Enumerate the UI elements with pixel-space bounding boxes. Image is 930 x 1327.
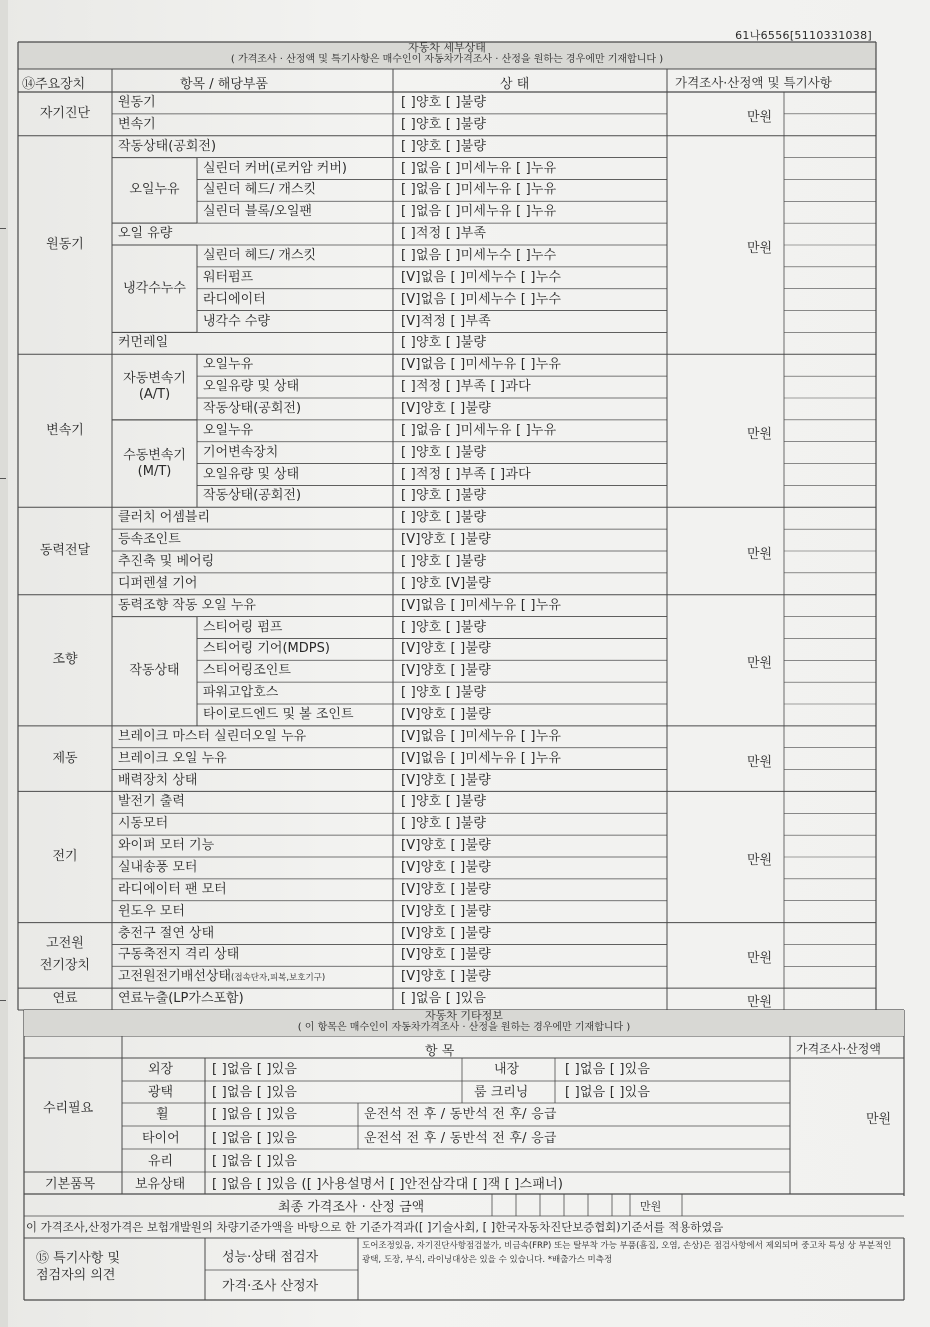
item-part: 라디에이터 팬 모터	[118, 881, 227, 897]
item-status: [V]양호 [ ]불량	[401, 925, 491, 941]
item-status: [ ]없음 [ ]미세누수 [ ]누수	[401, 247, 557, 263]
price-unit-won: 만원	[747, 109, 773, 125]
item-status: [V]양호 [ ]불량	[401, 903, 491, 919]
price-unit-won: 만원	[747, 853, 773, 868]
exterior-status: [ ]없음 [ ]있음	[212, 1062, 298, 1077]
item-status: [ ]양호 [ ]불량	[401, 488, 487, 504]
price-unit-won: 만원	[747, 754, 773, 770]
item-status: [ ]양호 [ ]불량	[401, 553, 487, 569]
wheel-status: [ ]없음 [ ]있음	[212, 1107, 298, 1122]
item-part: 실린더 블록/오일팬	[203, 204, 312, 220]
item-part: 발전기 출력	[118, 794, 185, 810]
group-label: 제동	[52, 750, 78, 766]
group-label: 동력전달	[39, 543, 91, 558]
etc-won: 만원	[866, 1112, 892, 1127]
item-part: 고전원전기배선상태(접속단자,피복,보호기구)	[118, 969, 326, 985]
gloss-label: 광택	[148, 1085, 174, 1100]
item-status: [V]양호 [ ]불량	[401, 663, 491, 679]
price-unit-won: 만원	[747, 547, 773, 562]
item-part: 추진축 및 베어링	[118, 553, 215, 569]
item-part-note: (접속단자,피복,보호기구)	[231, 973, 326, 984]
item-status: [ ]없음 [ ]미세누유 [ ]누유	[401, 182, 557, 198]
possess-label: 보유상태	[135, 1177, 186, 1192]
tire-position: 운전석 전 후 / 동반석 전 후/ 응급	[364, 1131, 557, 1146]
subgroup-label: 냉각수누수	[123, 280, 186, 296]
basic-items-status: [ ]없음 [ ]있음 ([ ]사용설명서 [ ]안전삼각대 [ ]잭 [ ]스패너)	[212, 1177, 564, 1192]
item-part: 파워고압호스	[203, 685, 279, 701]
price-unit-won: 만원	[747, 656, 773, 672]
item-status: [ ]적정 [ ]부족 [ ]과다	[401, 466, 531, 482]
col-major: ⑭주요장치	[22, 77, 86, 92]
item-part: 와이퍼 모터 기능	[118, 838, 215, 854]
item-status: [ ]양호 [ ]불량	[401, 619, 487, 635]
opinion-label: ⑮ 특기사항 및 점검자의 의견	[36, 1251, 121, 1283]
standard-statement: 이 가격조사,산정가격은 보험개발원의 차량기준가액을 바탕으로 한 기준가격과([ ]기술사회, [ ]한국자동차진단보증협회)기준서를 적용하였음	[26, 1220, 724, 1234]
group-label: 고전원 전기장치	[39, 936, 91, 974]
item-part: 충전구 절연 상태	[118, 925, 215, 941]
item-part: 브레이크 마스터 실린더오일 누유	[118, 728, 307, 744]
item-part: 냉각수 수량	[203, 313, 270, 329]
price-unit-won: 만원	[747, 241, 773, 256]
col-item: 항목 / 해당부품	[180, 77, 268, 92]
item-status: [V]없음 [ ]미세누유 [ ]누유	[401, 728, 562, 744]
item-part: 스티어링 펌프	[203, 619, 283, 635]
item-part: 스티어링 기어(MDPS)	[203, 641, 330, 657]
wheel-position: 운전석 전 후 / 동반석 전 후/ 응급	[364, 1107, 557, 1122]
item-part: 원동기	[118, 94, 156, 110]
price-unit-won: 만원	[747, 995, 773, 1011]
item-part: 작동상태(공회전)	[203, 488, 302, 504]
subgroup-label: 자동변속기 (A/T)	[123, 371, 186, 403]
item-part: 커먼레일	[118, 335, 169, 351]
subgroup-label: 작동상태	[129, 663, 180, 679]
item-part: 윈도우 모터	[118, 903, 185, 919]
etc-col-price: 가격조사·산정액	[796, 1042, 881, 1056]
item-status: [V]없음 [ ]미세누유 [ ]누유	[401, 357, 562, 373]
glass-label: 유리	[148, 1154, 174, 1169]
room-cleaning-label: 룸 크리닝	[474, 1085, 529, 1100]
group-label: 변속기	[46, 422, 84, 438]
group-label: 원동기	[46, 237, 84, 252]
basic-label: 기본품목	[45, 1177, 96, 1192]
item-status: [V]양호 [ ]불량	[401, 400, 491, 416]
item-part: 변속기	[118, 116, 156, 132]
item-status: [V]양호 [ ]불량	[401, 532, 491, 548]
exterior-label: 외장	[148, 1062, 174, 1077]
opinion-text: 도어조정있음, 자기진단사항점검불가, 비금속(FRP) 또는 탈부착 가능 부품(흠집, 오염, 손상)은 점검사항에서 제외되며 중고차 특성 상 부분적인 광택, 도장, 부식, 라이닝대상은 있을 수 있습니다. *배출가스 미측정	[362, 1241, 892, 1265]
group-label: 조향	[52, 652, 78, 668]
item-status: [ ]없음 [ ]미세누유 [ ]누유	[401, 160, 557, 176]
item-status: [ ]양호 [ ]불량	[401, 94, 487, 110]
item-part: 오일누유	[203, 422, 254, 438]
item-part: 타이로드엔드 및 볼 조인트	[203, 706, 354, 722]
item-part: 구동축전지 격리 상태	[118, 947, 240, 963]
item-part: 등속조인트	[118, 532, 181, 548]
wheel-label: 휠	[156, 1107, 169, 1122]
item-part: 오일유량 및 상태	[203, 379, 300, 395]
glass-status: [ ]없음 [ ]있음	[212, 1154, 298, 1169]
item-status: [V]양호 [ ]불량	[401, 641, 491, 657]
item-part: 시동모터	[118, 816, 169, 832]
subgroup-label: 수동변속기 (M/T)	[123, 447, 186, 479]
item-status: [ ]양호 [ ]불량	[401, 685, 487, 701]
item-part: 실린더 헤드/ 개스킷	[203, 247, 317, 263]
tire-label: 타이어	[142, 1131, 180, 1146]
item-part: 스티어링조인트	[203, 663, 291, 679]
item-part: 작동상태(공회전)	[118, 138, 217, 154]
item-part: 연료누출(LP가스포함)	[118, 991, 244, 1007]
item-status: [ ]적정 [ ]부족 [ ]과다	[401, 379, 531, 395]
room-cleaning-status: [ ]없음 [ ]있음	[565, 1085, 651, 1100]
item-part: 동력조향 작동 오일 누유	[118, 597, 256, 613]
tire-status: [ ]없음 [ ]있음	[212, 1131, 298, 1146]
item-status: [ ]없음 [ ]미세누유 [ ]누유	[401, 204, 557, 220]
item-status: [V]없음 [ ]미세누유 [ ]누유	[401, 750, 562, 766]
item-status: [V]없음 [ ]미세누수 [ ]누수	[401, 269, 562, 285]
col-state: 상 태	[500, 77, 530, 92]
item-status: [V]적정 [ ]부족	[401, 313, 491, 329]
item-part: 오일누유	[203, 357, 254, 373]
etc-section-header	[24, 1010, 904, 1036]
item-status: [ ]양호 [ ]불량	[401, 444, 487, 460]
subgroup-label: 오일누유	[129, 182, 180, 198]
item-part: 작동상태(공회전)	[203, 400, 302, 416]
repair-label: 수리필요	[43, 1101, 94, 1116]
item-status: [ ]없음 [ ]미세누유 [ ]누유	[401, 422, 557, 438]
interior-status: [ ]없음 [ ]있음	[565, 1062, 651, 1077]
item-status: [ ]없음 [ ]있음	[401, 991, 487, 1007]
final-price-unit: 만원	[640, 1200, 662, 1213]
item-status: [V]양호 [ ]불량	[401, 859, 491, 875]
item-status: [V]양호 [ ]불량	[401, 881, 491, 897]
item-status: [ ]양호 [ ]불량	[401, 510, 487, 526]
item-part: 라디에이터	[203, 291, 266, 307]
item-part: 오일유량 및 상태	[203, 466, 300, 482]
item-status: [V]양호 [ ]불량	[401, 947, 491, 963]
item-part: 워터펌프	[203, 269, 254, 285]
item-part: 기어변속장치	[203, 444, 279, 460]
item-part: 브레이크 오일 누유	[118, 750, 227, 766]
item-status: [V]양호 [ ]불량	[401, 706, 491, 722]
final-price-label: 최종 가격조사 · 산정 금액	[278, 1200, 425, 1215]
item-status: [V]없음 [ ]미세누수 [ ]누수	[401, 291, 562, 307]
item-part: 실내송풍 모터	[118, 859, 198, 875]
item-status: [V]양호 [ ]불량	[401, 772, 491, 788]
item-status: [ ]양호 [ ]불량	[401, 816, 487, 832]
item-status: [V]양호 [ ]불량	[401, 969, 491, 985]
document-number: 61나6556[5110331038]	[735, 29, 872, 42]
group-label: 연료	[52, 991, 78, 1007]
item-status: [ ]적정 [ ]부족	[401, 226, 487, 242]
item-status: [V]없음 [ ]미세누유 [ ]누유	[401, 597, 562, 613]
interior-label: 내장	[494, 1062, 520, 1077]
item-status: [ ]양호 [ ]불량	[401, 335, 487, 351]
price-unit-won: 만원	[747, 951, 773, 967]
etc-subtitle: ( 이 항목은 매수인이 자동차가격조사 · 산정을 원하는 경우에만 기재합니다 )	[297, 1022, 631, 1033]
gloss-status: [ ]없음 [ ]있음	[212, 1085, 298, 1100]
price-unit-won: 만원	[747, 426, 773, 442]
etc-title: 자동차 기타정보	[425, 1009, 503, 1022]
etc-col-item: 항 목	[425, 1044, 455, 1059]
item-status: [ ]양호 [ ]불량	[401, 116, 487, 132]
col-price: 가격조사·산정액 및 특기사항	[675, 75, 832, 90]
item-part: 배력장치 상태	[118, 772, 198, 788]
item-status: [ ]양호 [V]불량	[401, 575, 491, 591]
appraiser-label: 가격·조사 산정자	[222, 1279, 319, 1294]
group-label: 자기진단	[39, 105, 91, 121]
item-part: 디퍼렌셜 기어	[118, 575, 198, 591]
section-subtitle: ( 가격조사 · 산정액 및 특기사항은 매수인이 자동차가격조사 · 산정을 원하는 경우에만 기재합니다 )	[230, 54, 664, 65]
item-part: 실린더 헤드/ 개스킷	[203, 182, 317, 198]
item-part: 오일 유량	[118, 226, 173, 242]
section-title: 자동차 세부상태	[408, 41, 486, 54]
item-status: [ ]양호 [ ]불량	[401, 794, 487, 810]
item-status: [V]양호 [ ]불량	[401, 838, 491, 854]
group-label: 전기	[52, 849, 78, 864]
item-status: [ ]양호 [ ]불량	[401, 138, 487, 154]
inspector-label: 성능·상태 점검자	[222, 1250, 319, 1265]
item-part: 실린더 커버(로커암 커버)	[203, 160, 347, 176]
item-part: 클러치 어셈블리	[118, 510, 211, 526]
